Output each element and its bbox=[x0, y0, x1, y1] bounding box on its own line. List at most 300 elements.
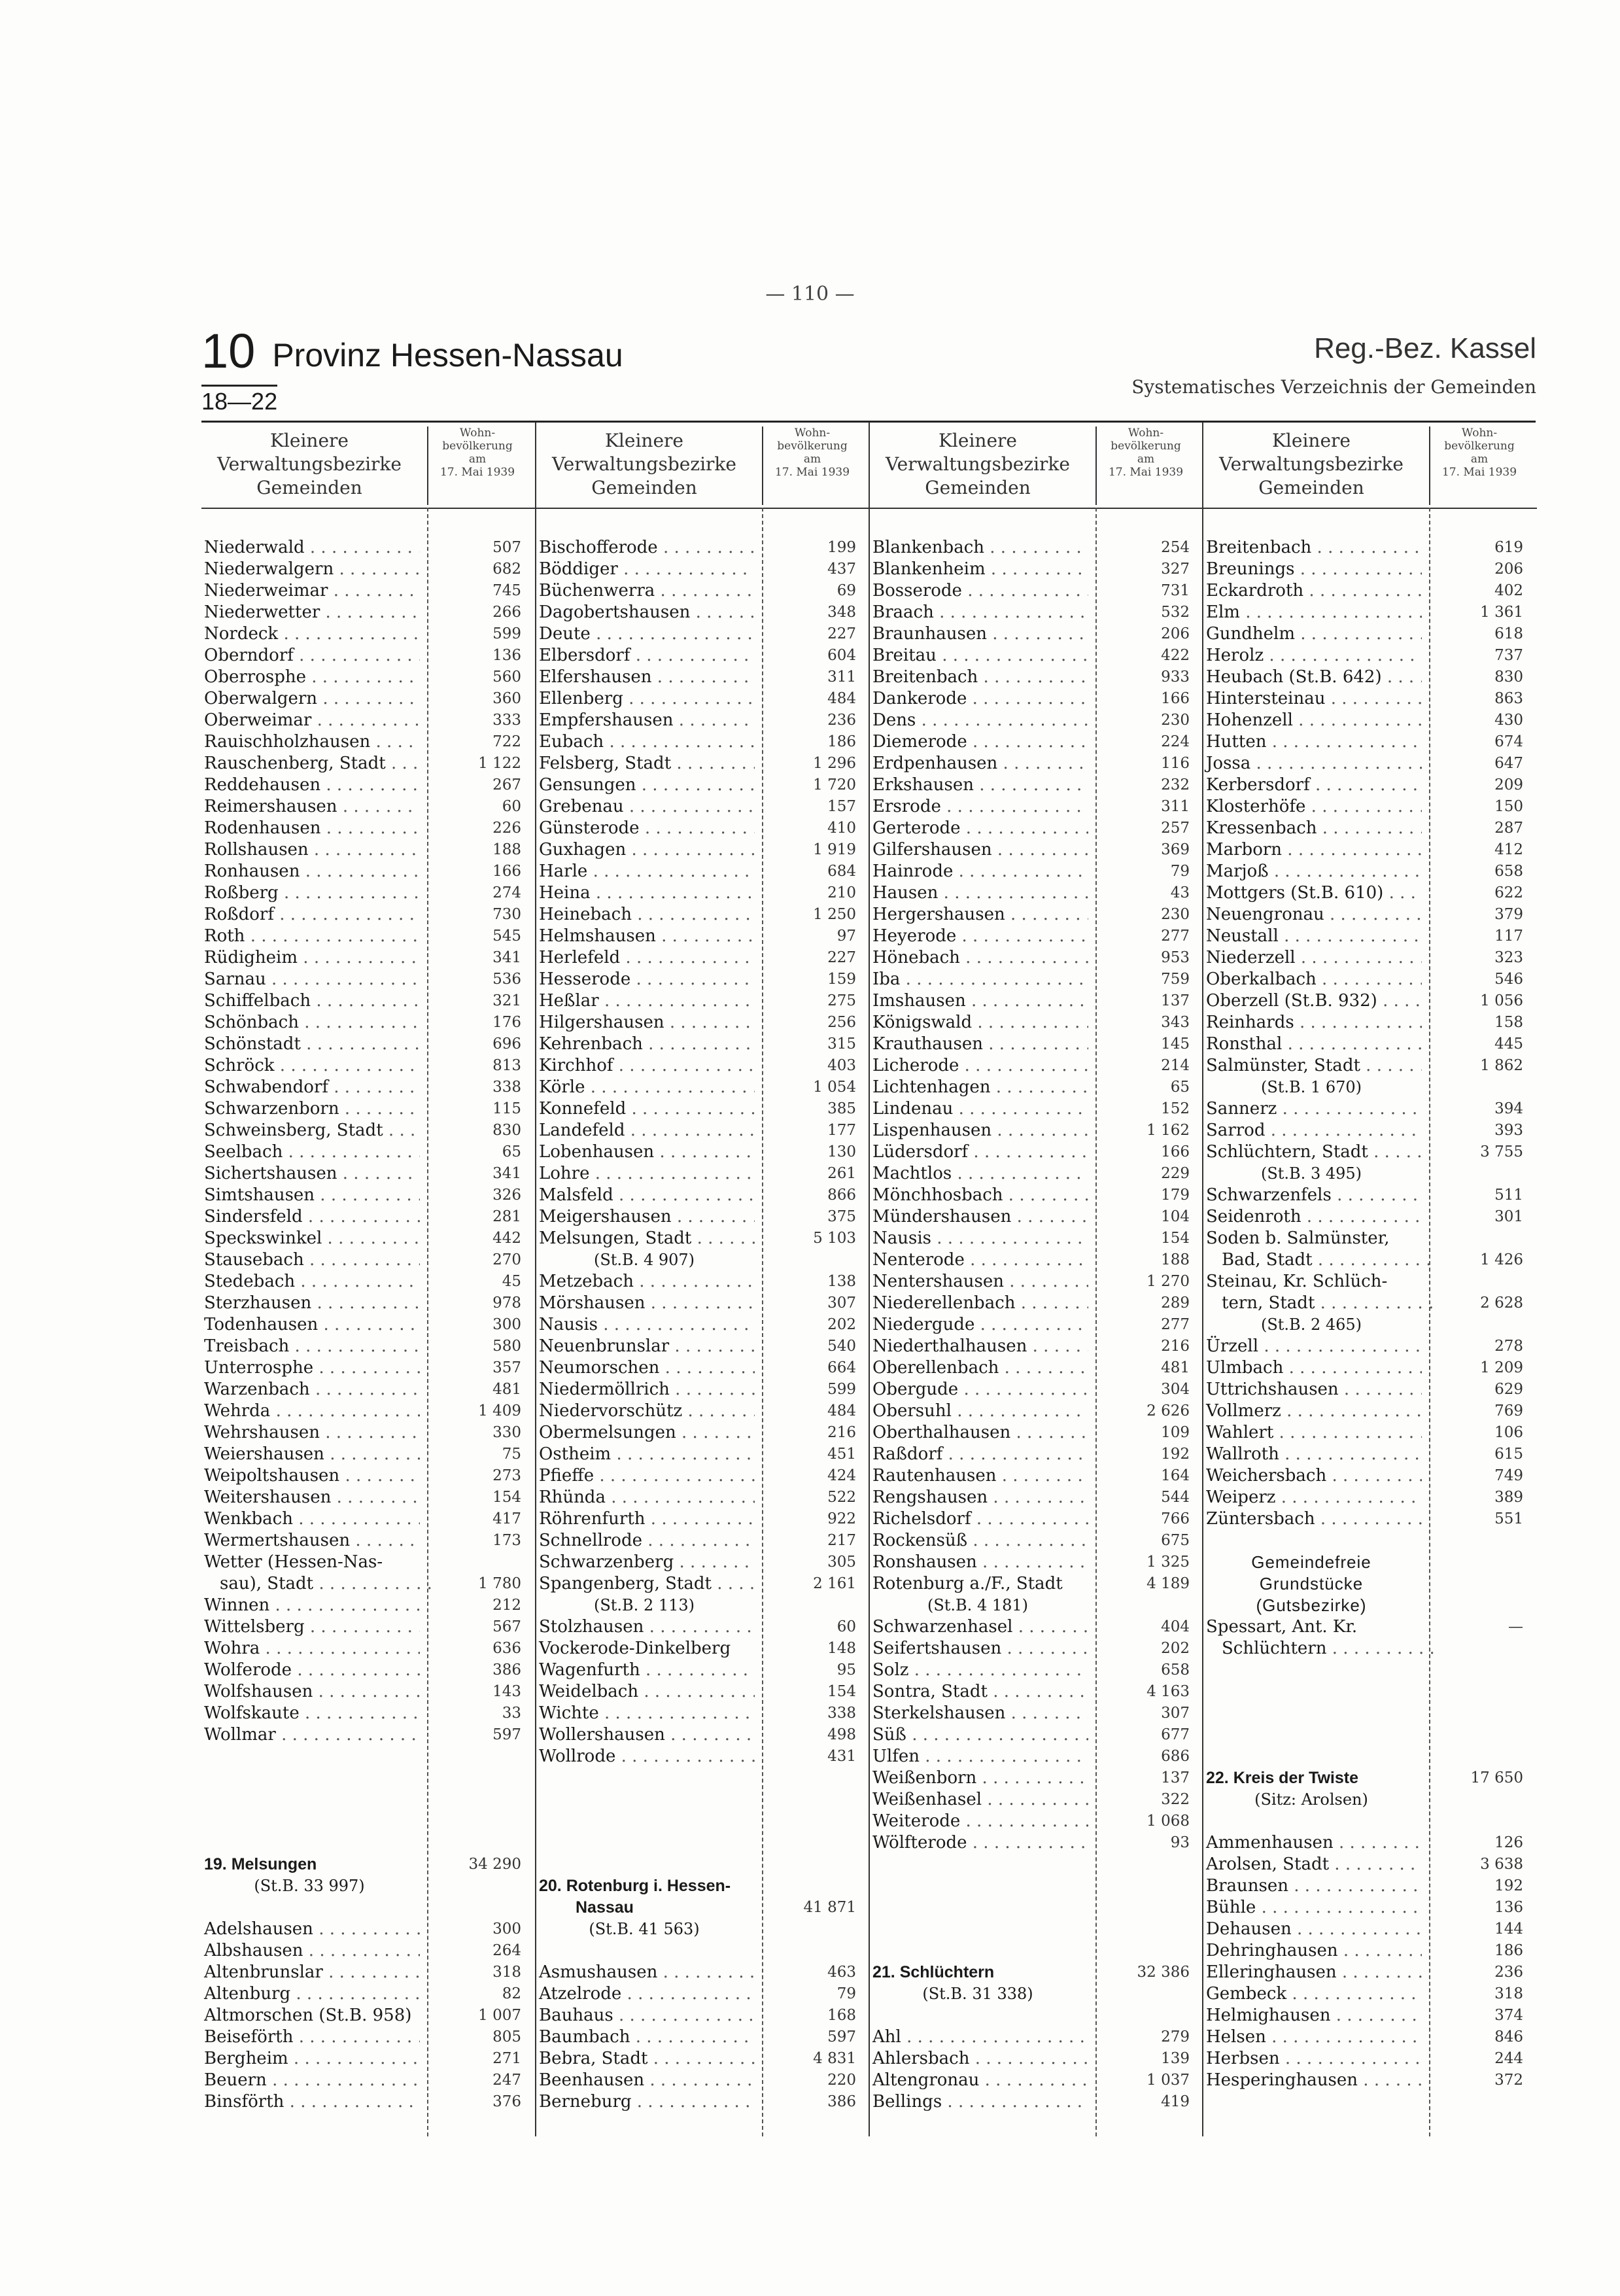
table-row bbox=[1203, 1962, 1537, 1983]
population-value: 622 bbox=[1494, 884, 1523, 901]
municipality-name: Wermertshausen . . . bbox=[201, 1530, 420, 1552]
municipality-name: Nausis . . . bbox=[870, 1228, 1088, 1249]
table-row bbox=[870, 1228, 1203, 1249]
population-value: 618 bbox=[1494, 625, 1523, 642]
table-row bbox=[536, 1897, 870, 1919]
municipality-name: Nassau bbox=[576, 1898, 634, 1917]
municipality-table bbox=[201, 421, 1536, 2136]
table-row bbox=[536, 1271, 870, 1293]
population-value: 209 bbox=[1494, 776, 1523, 793]
table-row bbox=[1203, 1271, 1537, 1293]
municipality-name: Schwarzenberg . . . bbox=[536, 1552, 755, 1573]
table-row bbox=[870, 969, 1203, 990]
population-value: 273 bbox=[492, 1467, 521, 1484]
table-row bbox=[1203, 969, 1537, 990]
municipality-name: Neustall . . . bbox=[1203, 926, 1422, 947]
table-row bbox=[201, 1357, 535, 1379]
header-name-line: Gemeinden bbox=[1258, 477, 1364, 498]
header-pop-line: bevölkerung bbox=[777, 440, 848, 453]
table-row bbox=[201, 731, 535, 753]
population-value: 2 626 bbox=[1146, 1402, 1190, 1419]
table-row bbox=[870, 602, 1203, 623]
population-value: 321 bbox=[492, 992, 521, 1009]
header-name-line: Verwaltungsbezirke bbox=[552, 453, 736, 475]
population-value: 338 bbox=[492, 1079, 521, 1096]
table-row bbox=[201, 1012, 535, 1034]
population-value: 176 bbox=[492, 1014, 521, 1031]
population-value: 546 bbox=[1494, 971, 1523, 988]
municipality-name: Rhünda . . . bbox=[536, 1487, 755, 1508]
municipality-name: Niederwald . . . bbox=[201, 537, 420, 559]
table-row bbox=[536, 1681, 870, 1703]
municipality-name: Nentershausen . . . bbox=[870, 1271, 1088, 1293]
table-row bbox=[536, 1746, 870, 1767]
table-row bbox=[201, 1573, 535, 1595]
header-name-line: Verwaltungsbezirke bbox=[886, 453, 1070, 475]
population-value: 247 bbox=[492, 2072, 521, 2089]
table-row bbox=[1203, 1185, 1537, 1206]
table-row bbox=[536, 1034, 870, 1055]
table-row bbox=[1203, 1703, 1537, 1724]
municipality-name: Wetter (Hessen-Nas- bbox=[204, 1552, 383, 1572]
population-value: 341 bbox=[492, 1165, 521, 1182]
table-row bbox=[536, 1228, 870, 1249]
table-row bbox=[201, 904, 535, 926]
table-row bbox=[201, 839, 535, 861]
table-row bbox=[1203, 1012, 1537, 1034]
municipality-name: Hutten . . . bbox=[1203, 731, 1422, 753]
table-row bbox=[1203, 861, 1537, 882]
municipality-name: (Sitz: Arolsen) bbox=[1254, 1790, 1368, 1809]
table-row bbox=[870, 1638, 1203, 1660]
table-row bbox=[870, 990, 1203, 1012]
table-row bbox=[536, 1141, 870, 1163]
municipality-name: Todenhausen . . . bbox=[201, 1314, 420, 1336]
table-row bbox=[1203, 1055, 1537, 1077]
municipality-name: Hintersteinau . . . bbox=[1203, 688, 1422, 710]
table-row bbox=[1203, 2070, 1537, 2091]
table-row bbox=[536, 1120, 870, 1141]
header-name-label bbox=[1203, 429, 1419, 500]
table-row bbox=[870, 882, 1203, 904]
municipality-name: Niederzell . . . bbox=[1203, 947, 1422, 969]
municipality-name: Grebenau . . . bbox=[536, 796, 755, 818]
population-value: 210 bbox=[827, 884, 856, 901]
municipality-name: Wallroth . . . bbox=[1203, 1444, 1422, 1465]
table-row bbox=[201, 1077, 535, 1098]
population-value: 305 bbox=[827, 1554, 856, 1571]
table-row bbox=[870, 1163, 1203, 1185]
table-row bbox=[870, 1616, 1203, 1638]
population-value: 348 bbox=[827, 604, 856, 621]
population-value: 1 325 bbox=[1146, 1554, 1190, 1571]
table-row bbox=[870, 623, 1203, 645]
municipality-name: Ahl . . . bbox=[870, 2026, 1088, 2048]
municipality-name: Seelbach . . . bbox=[201, 1141, 420, 1163]
municipality-name: Atzelrode . . . bbox=[536, 1983, 755, 2005]
table-row bbox=[1203, 645, 1537, 667]
population-value: 179 bbox=[1161, 1187, 1190, 1204]
population-value: 749 bbox=[1494, 1467, 1523, 1484]
municipality-name: Ronshausen . . . bbox=[870, 1552, 1088, 1573]
table-row bbox=[1203, 1163, 1537, 1185]
table-row bbox=[1203, 947, 1537, 969]
population-value: 376 bbox=[492, 2093, 521, 2110]
municipality-name: Heßlar . . . bbox=[536, 990, 755, 1012]
table-row bbox=[201, 926, 535, 947]
municipality-name: Pfieffe . . . bbox=[536, 1465, 755, 1487]
population-value: 922 bbox=[827, 1510, 856, 1527]
table-row bbox=[201, 1336, 535, 1357]
population-value: 154 bbox=[492, 1489, 521, 1506]
table-row bbox=[1203, 1746, 1537, 1767]
table-row bbox=[201, 1811, 535, 1832]
municipality-name: Wichte . . . bbox=[536, 1703, 755, 1724]
municipality-name: Schwarzenhasel . . . bbox=[870, 1616, 1088, 1638]
municipality-name: Meigershausen . . . bbox=[536, 1206, 755, 1228]
table-row bbox=[870, 904, 1203, 926]
municipality-name: Spangenberg, Stadt . . . bbox=[536, 1573, 755, 1595]
population-value: 192 bbox=[1494, 1877, 1523, 1894]
table-row bbox=[870, 2005, 1203, 2026]
municipality-name: (St.B. 1 670) bbox=[1260, 1078, 1362, 1096]
table-row bbox=[870, 1919, 1203, 1940]
table-row bbox=[1203, 731, 1537, 753]
population-value: 686 bbox=[1161, 1748, 1190, 1765]
population-value: 731 bbox=[1161, 582, 1190, 599]
table-row bbox=[536, 1638, 870, 1660]
municipality-name: (St.B. 33 997) bbox=[254, 1877, 365, 1895]
population-value: 2 161 bbox=[813, 1575, 856, 1592]
municipality-name: Mörshausen . . . bbox=[536, 1293, 755, 1314]
municipality-name: Niedervorschütz . . . bbox=[536, 1400, 755, 1422]
population-value: 1 007 bbox=[478, 2007, 521, 2024]
population-value: 154 bbox=[827, 1683, 856, 1700]
table-row bbox=[536, 1530, 870, 1552]
table-row bbox=[1203, 1487, 1537, 1508]
municipality-name: Wittelsberg . . . bbox=[201, 1616, 420, 1638]
municipality-name: Schönbach . . . bbox=[201, 1012, 420, 1034]
population-value: 270 bbox=[492, 1251, 521, 1268]
municipality-name: Roßdorf . . . bbox=[201, 904, 420, 926]
table-row bbox=[1203, 1336, 1537, 1357]
population-value: 311 bbox=[827, 669, 856, 686]
header-pop-line: 17. Mai 1939 bbox=[774, 466, 850, 479]
table-row bbox=[201, 969, 535, 990]
table-row bbox=[536, 839, 870, 861]
population-value: 544 bbox=[1161, 1489, 1190, 1506]
table-row bbox=[536, 2070, 870, 2091]
header-pop-line: am bbox=[1470, 453, 1489, 466]
table-row bbox=[201, 645, 535, 667]
municipality-name: Lüdersdorf . . . bbox=[870, 1141, 1088, 1163]
table-row bbox=[870, 645, 1203, 667]
municipality-name: Richelsdorf . . . bbox=[870, 1508, 1088, 1530]
population-value: 338 bbox=[827, 1705, 856, 1722]
municipality-name: Speckswinkel . . . bbox=[201, 1228, 420, 1249]
population-value: 481 bbox=[492, 1381, 521, 1398]
table-row bbox=[870, 1681, 1203, 1703]
table-row bbox=[201, 1120, 535, 1141]
table-row bbox=[201, 1293, 535, 1314]
population-value: 863 bbox=[1494, 690, 1523, 707]
table-row bbox=[1203, 1293, 1537, 1314]
population-value: 745 bbox=[492, 582, 521, 599]
table-row bbox=[536, 796, 870, 818]
population-value: 301 bbox=[1494, 1208, 1523, 1225]
municipality-name: Weiterode . . . bbox=[870, 1811, 1088, 1832]
population-value: 484 bbox=[827, 1402, 856, 1419]
population-value: 95 bbox=[836, 1661, 856, 1679]
population-value: 32 386 bbox=[1137, 1964, 1190, 1981]
column-group-3 bbox=[869, 423, 1203, 2136]
table-row bbox=[201, 818, 535, 839]
municipality-name: Obersuhl . . . bbox=[870, 1400, 1088, 1422]
population-value: 3 755 bbox=[1480, 1143, 1523, 1160]
header-name-line: Kleinere bbox=[1272, 430, 1351, 451]
table-row bbox=[1203, 1379, 1537, 1400]
population-value: 1 054 bbox=[813, 1079, 856, 1096]
municipality-name: Raßdorf . . . bbox=[870, 1444, 1088, 1465]
municipality-name: Klosterhöfe . . . bbox=[1203, 796, 1422, 818]
population-value: 41 871 bbox=[803, 1899, 856, 1916]
municipality-name: Reimershausen . . . bbox=[201, 796, 420, 818]
table-row bbox=[536, 882, 870, 904]
table-row bbox=[201, 537, 535, 559]
population-value: 315 bbox=[827, 1035, 856, 1052]
population-value: 188 bbox=[1161, 1251, 1190, 1268]
municipality-name: Eckardroth . . . bbox=[1203, 580, 1422, 602]
population-value: 266 bbox=[492, 604, 521, 621]
table-row bbox=[536, 1724, 870, 1746]
municipality-name: Lindenau . . . bbox=[870, 1098, 1088, 1120]
header-name-line: Gemeinden bbox=[591, 477, 697, 498]
table-row bbox=[536, 969, 870, 990]
table-row bbox=[870, 1703, 1203, 1724]
population-value: 226 bbox=[492, 820, 521, 837]
population-value: 159 bbox=[827, 971, 856, 988]
population-value: 236 bbox=[827, 712, 856, 729]
municipality-name: Niedermöllrich . . . bbox=[536, 1379, 755, 1400]
municipality-name: Weipoltshausen . . . bbox=[201, 1465, 420, 1487]
population-value: 1 919 bbox=[813, 841, 856, 858]
municipality-name: Helsen . . . bbox=[1203, 2026, 1422, 2048]
population-value: 137 bbox=[1161, 1769, 1190, 1786]
population-value: 75 bbox=[502, 1446, 521, 1463]
population-value: 599 bbox=[492, 625, 521, 642]
municipality-name: Elm . . . bbox=[1203, 602, 1422, 623]
population-value: 830 bbox=[1494, 669, 1523, 686]
table-row bbox=[536, 1249, 870, 1271]
table-row bbox=[1203, 1919, 1537, 1940]
municipality-name: Neumorschen . . . bbox=[536, 1357, 755, 1379]
population-value: 430 bbox=[1494, 712, 1523, 729]
table-row bbox=[870, 926, 1203, 947]
population-value: 696 bbox=[492, 1035, 521, 1052]
header-population-label bbox=[1429, 426, 1528, 505]
municipality-name: Gensungen . . . bbox=[536, 774, 755, 796]
municipality-name: Büchenwerra . . . bbox=[536, 580, 755, 602]
municipality-name: Rautenhausen . . . bbox=[870, 1465, 1088, 1487]
table-row bbox=[1203, 580, 1537, 602]
municipality-name: Erdpenhausen . . . bbox=[870, 753, 1088, 774]
population-value: 274 bbox=[492, 884, 521, 901]
table-row bbox=[1203, 710, 1537, 731]
population-value: 79 bbox=[836, 1985, 856, 2002]
population-value: 157 bbox=[827, 798, 856, 815]
municipality-name: Gerterode . . . bbox=[870, 818, 1088, 839]
population-value: 551 bbox=[1494, 1510, 1523, 1527]
table-row bbox=[201, 1897, 535, 1919]
population-value: 145 bbox=[1161, 1035, 1190, 1052]
municipality-name: 22. Kreis der Twiste bbox=[1206, 1769, 1358, 1787]
table-row bbox=[1203, 602, 1537, 623]
header-name-line: Gemeinden bbox=[256, 477, 362, 498]
table-row bbox=[201, 1098, 535, 1120]
population-value: 1 720 bbox=[813, 776, 856, 793]
municipality-name: Roth . . . bbox=[201, 926, 420, 947]
population-value: 43 bbox=[1170, 884, 1190, 901]
table-row bbox=[201, 1487, 535, 1508]
table-row bbox=[1203, 2026, 1537, 2048]
population-value: 684 bbox=[827, 863, 856, 880]
population-value: 93 bbox=[1170, 1834, 1190, 1851]
table-row bbox=[870, 1444, 1203, 1465]
municipality-name: Bergheim . . . bbox=[201, 2048, 420, 2070]
municipality-name: Breitenbach . . . bbox=[870, 667, 1088, 688]
population-value: 463 bbox=[827, 1964, 856, 1981]
municipality-name: Sterzhausen . . . bbox=[201, 1293, 420, 1314]
table-row bbox=[201, 1034, 535, 1055]
municipality-name: Stedebach . . . bbox=[201, 1271, 420, 1293]
header-pop-line: bevölkerung bbox=[442, 440, 513, 453]
municipality-name: Herolz . . . bbox=[1203, 645, 1422, 667]
population-value: 279 bbox=[1161, 2028, 1190, 2045]
municipality-name: Dankerode . . . bbox=[870, 688, 1088, 710]
table-row bbox=[536, 1163, 870, 1185]
table-row bbox=[201, 861, 535, 882]
municipality-name: Nausis . . . bbox=[536, 1314, 755, 1336]
table-row bbox=[1203, 1077, 1537, 1098]
table-row bbox=[201, 1746, 535, 1767]
table-row bbox=[536, 1357, 870, 1379]
table-row bbox=[536, 774, 870, 796]
table-row bbox=[536, 1185, 870, 1206]
table-row bbox=[1203, 1249, 1537, 1271]
table-row bbox=[536, 688, 870, 710]
table-row bbox=[1203, 1357, 1537, 1379]
municipality-name: Ronhausen . . . bbox=[201, 861, 420, 882]
table-row bbox=[536, 1767, 870, 1789]
municipality-name: Lichtenhagen . . . bbox=[870, 1077, 1088, 1098]
municipality-name: Lohre . . . bbox=[536, 1163, 755, 1185]
municipality-name: Ersrode . . . bbox=[870, 796, 1088, 818]
table-row bbox=[870, 1141, 1203, 1163]
table-row bbox=[1203, 1616, 1537, 1638]
population-value: 143 bbox=[492, 1683, 521, 1700]
municipality-name: Sarnau . . . bbox=[201, 969, 420, 990]
municipality-name: Diemerode . . . bbox=[870, 731, 1088, 753]
municipality-name: Obermelsungen . . . bbox=[536, 1422, 755, 1444]
table-row bbox=[201, 1141, 535, 1163]
table-row bbox=[536, 1444, 870, 1465]
table-row bbox=[870, 861, 1203, 882]
table-row bbox=[870, 1400, 1203, 1422]
municipality-name: Hesperinghausen . . . bbox=[1203, 2070, 1422, 2091]
municipality-name: Helmighausen . . . bbox=[1203, 2005, 1422, 2026]
table-row bbox=[536, 1314, 870, 1336]
population-value: 674 bbox=[1494, 733, 1523, 750]
table-row bbox=[201, 1185, 535, 1206]
municipality-name: (St.B. 31 338) bbox=[922, 1985, 1033, 2003]
municipality-name: Heubach (St.B. 642) . . . bbox=[1203, 667, 1422, 688]
table-row bbox=[870, 537, 1203, 559]
municipality-name: Oberndorf . . . bbox=[201, 645, 420, 667]
municipality-name: Braach . . . bbox=[870, 602, 1088, 623]
municipality-name: (Gutsbezirke) bbox=[1256, 1595, 1367, 1615]
municipality-name: Oberkalbach . . . bbox=[1203, 969, 1422, 990]
population-value: 1 068 bbox=[1146, 1813, 1190, 1830]
table-row bbox=[1203, 1314, 1537, 1336]
table-row bbox=[1203, 1940, 1537, 1962]
municipality-name: Schnellrode . . . bbox=[536, 1530, 755, 1552]
municipality-name: Soden b. Salmünster, bbox=[1206, 1228, 1390, 1248]
table-row bbox=[1203, 990, 1537, 1012]
table-row bbox=[870, 710, 1203, 731]
table-row bbox=[201, 1552, 535, 1573]
table-row bbox=[201, 580, 535, 602]
municipality-name: Bellings . . . bbox=[870, 2091, 1088, 2113]
municipality-name: Oberthalhausen . . . bbox=[870, 1422, 1088, 1444]
population-value: 34 290 bbox=[468, 1856, 521, 1873]
municipality-name: Oberellenbach . . . bbox=[870, 1357, 1088, 1379]
table-row bbox=[201, 1314, 535, 1336]
population-value: 148 bbox=[827, 1640, 856, 1657]
municipality-name: Oberweimar . . . bbox=[201, 710, 420, 731]
table-row bbox=[1203, 1595, 1537, 1616]
table-row bbox=[870, 1314, 1203, 1336]
population-value: 206 bbox=[1494, 561, 1523, 578]
municipality-name: Hergershausen . . . bbox=[870, 904, 1088, 926]
table-row bbox=[201, 1465, 535, 1487]
population-value: 232 bbox=[1161, 776, 1190, 793]
municipality-name: Warzenbach . . . bbox=[201, 1379, 420, 1400]
population-value: 1 361 bbox=[1480, 604, 1523, 621]
population-value: 166 bbox=[1161, 690, 1190, 707]
population-value: 307 bbox=[827, 1295, 856, 1312]
header-population-label bbox=[762, 426, 861, 505]
header-population-label bbox=[1095, 426, 1195, 505]
municipality-name: Guxhagen . . . bbox=[536, 839, 755, 861]
population-value: 442 bbox=[492, 1230, 521, 1247]
population-value: 4 189 bbox=[1146, 1575, 1190, 1592]
table-row bbox=[201, 1789, 535, 1811]
page-number: — 110 — bbox=[765, 283, 855, 305]
table-row bbox=[201, 623, 535, 645]
population-value: 304 bbox=[1161, 1381, 1190, 1398]
population-value: 116 bbox=[1161, 755, 1190, 772]
population-value: 166 bbox=[1161, 1143, 1190, 1160]
population-value: 158 bbox=[1494, 1014, 1523, 1031]
municipality-name: Helmshausen . . . bbox=[536, 926, 755, 947]
population-value: 17 650 bbox=[1470, 1769, 1523, 1786]
table-row bbox=[536, 1400, 870, 1422]
population-value: — bbox=[1508, 1618, 1523, 1635]
population-value: 451 bbox=[827, 1446, 856, 1463]
population-value: 481 bbox=[1161, 1359, 1190, 1376]
municipality-name: (St.B. 4 181) bbox=[927, 1596, 1029, 1614]
population-value: 1 426 bbox=[1480, 1251, 1523, 1268]
